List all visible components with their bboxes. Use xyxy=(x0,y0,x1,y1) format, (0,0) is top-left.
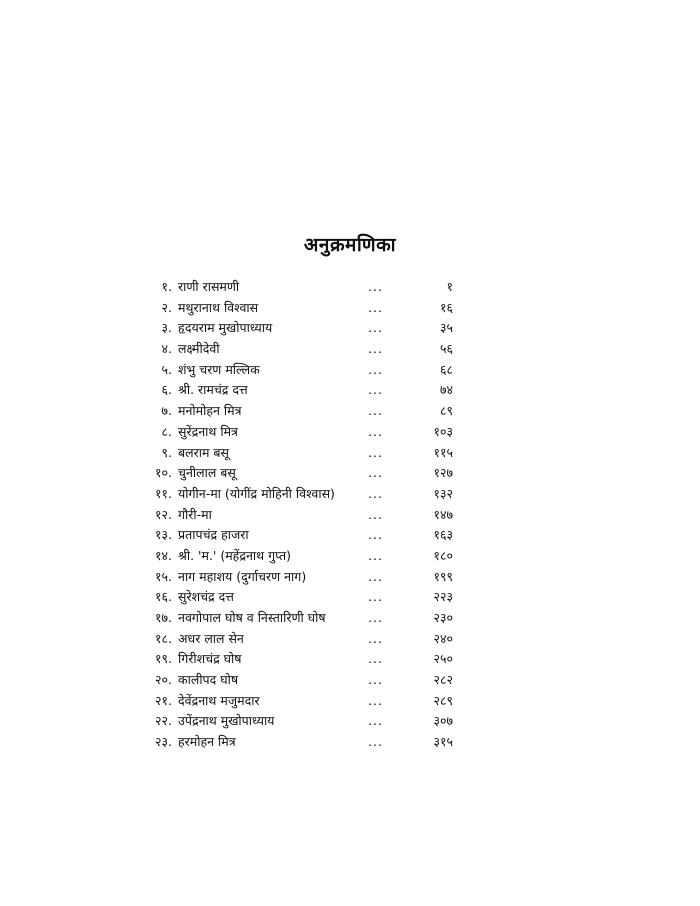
toc-entry xyxy=(0,422,700,443)
entry-page-number: ३५ xyxy=(439,320,453,336)
entry-number: ३. xyxy=(161,320,172,336)
entry-page-number: १४७ xyxy=(433,506,453,522)
entry-title: सुरेंद्रनाथ मित्र xyxy=(178,423,238,439)
entry-leader-dots: ... xyxy=(368,506,383,522)
toc-entry xyxy=(0,298,700,319)
entry-page-number: ११५ xyxy=(433,444,453,460)
toc-entry xyxy=(0,670,700,691)
toc-entry xyxy=(0,629,700,650)
toc-entry xyxy=(0,567,700,588)
entry-number: २१. xyxy=(155,692,172,708)
entry-title: अधर लाल सेन xyxy=(178,630,244,646)
entry-number: १२. xyxy=(155,506,172,522)
entry-title: लक्ष्मीदेवी xyxy=(178,341,220,357)
entry-page-number: १०३ xyxy=(433,423,453,439)
toc-entry xyxy=(0,318,700,339)
entry-title: गौरी-मा xyxy=(178,506,212,522)
entry-leader-dots: ... xyxy=(368,734,383,750)
entry-number: १३. xyxy=(155,527,172,543)
entry-leader-dots: ... xyxy=(368,630,383,646)
entry-leader-dots: ... xyxy=(368,651,383,667)
entry-page-number: १३२ xyxy=(433,485,453,501)
entry-number: ८. xyxy=(161,423,172,439)
entry-number: १. xyxy=(161,279,172,294)
entry-title: चुनीलाल बसू xyxy=(178,465,236,481)
entry-page-number: ३१५ xyxy=(433,734,453,750)
entry-number: १०. xyxy=(155,465,172,481)
entry-number: २०. xyxy=(155,672,172,688)
entry-number: ६. xyxy=(161,382,172,398)
entry-leader-dots: ... xyxy=(368,589,383,605)
entry-leader-dots: ... xyxy=(368,320,383,336)
entry-page-number: ५६ xyxy=(439,341,453,357)
entry-leader-dots: ... xyxy=(368,672,383,688)
entry-title: सुरेशचंद्र दत्त xyxy=(178,589,234,605)
entry-page-number: १६ xyxy=(439,299,453,315)
entry-page-number: २३० xyxy=(433,610,453,625)
toc-entry xyxy=(0,546,700,567)
entry-page-number: १६३ xyxy=(433,527,453,543)
entry-leader-dots: ... xyxy=(368,341,383,357)
toc-entry xyxy=(0,525,700,546)
toc-entry xyxy=(0,484,700,505)
page-title: अनुक्रमणिका xyxy=(303,234,397,256)
entry-title: देवेंद्रनाथ मजुमदार xyxy=(178,692,260,708)
entry-page-number: १२७ xyxy=(433,465,453,481)
toc-entry xyxy=(0,339,700,360)
entry-title: कालीपद घोष xyxy=(178,672,239,688)
entry-leader-dots: ... xyxy=(368,547,383,563)
entry-leader-dots: ... xyxy=(368,382,383,398)
entry-page-number: १ xyxy=(446,279,453,294)
entry-title: हृदयराम मुखोपाध्याय xyxy=(178,320,273,336)
entry-number: ५. xyxy=(161,361,172,377)
toc-entry xyxy=(0,360,700,381)
entry-leader-dots: ... xyxy=(368,610,383,625)
entry-title: उपेंद्रनाथ मुखोपाध्याय xyxy=(178,713,275,729)
table-of-contents xyxy=(0,277,700,753)
entry-leader-dots: ... xyxy=(368,361,383,377)
entry-leader-dots: ... xyxy=(368,568,383,584)
entry-title: राणी रासमणी xyxy=(178,279,240,294)
entry-title: नाग महाशय (दुर्गाचरण नाग) xyxy=(178,568,307,584)
entry-number: २. xyxy=(161,299,172,315)
toc-entry xyxy=(0,277,700,298)
entry-page-number: २२३ xyxy=(433,589,453,605)
entry-title: शंभु चरण मल्लिक xyxy=(178,361,260,377)
toc-entry xyxy=(0,711,700,732)
entry-title: नवगोपाल घोष व निस्तारिणी घोष xyxy=(178,610,326,625)
entry-number: ९. xyxy=(161,444,172,460)
entry-leader-dots: ... xyxy=(368,423,383,439)
entry-number: १७. xyxy=(155,610,172,625)
entry-number: २२. xyxy=(155,713,172,729)
entry-page-number: १८० xyxy=(433,547,453,563)
toc-entry xyxy=(0,649,700,670)
entry-title: मनोमोहन मित्र xyxy=(178,403,242,419)
entry-title: मथुरानाथ विश्वास xyxy=(178,299,259,315)
toc-entry xyxy=(0,443,700,464)
entry-leader-dots: ... xyxy=(368,403,383,419)
entry-title: श्री. रामचंद्र दत्त xyxy=(178,382,248,398)
toc-entry xyxy=(0,691,700,712)
entry-page-number: २५० xyxy=(433,651,453,667)
entry-page-number: ३०७ xyxy=(433,713,453,729)
entry-number: १८. xyxy=(155,630,172,646)
entry-leader-dots: ... xyxy=(368,465,383,481)
entry-title: श्री. 'म.' (महेंद्रनाथ गुप्त) xyxy=(178,547,291,563)
entry-number: १९. xyxy=(155,651,172,667)
entry-number: १४. xyxy=(155,547,172,563)
toc-entry xyxy=(0,505,700,526)
entry-title: योगीन-मा (योगींद्र मोहिनी विश्वास) xyxy=(178,485,335,501)
entry-title: बलराम बसू xyxy=(178,444,229,460)
entry-leader-dots: ... xyxy=(368,713,383,729)
entry-page-number: २४० xyxy=(433,630,453,646)
entry-leader-dots: ... xyxy=(368,279,383,294)
toc-entry xyxy=(0,463,700,484)
toc-entry xyxy=(0,587,700,608)
entry-page-number: १९९ xyxy=(433,568,453,584)
entry-page-number: २८२ xyxy=(433,672,453,688)
entry-leader-dots: ... xyxy=(368,485,383,501)
entry-number: १६. xyxy=(155,589,172,605)
entry-leader-dots: ... xyxy=(368,527,383,543)
entry-number: १५. xyxy=(155,568,172,584)
toc-entry xyxy=(0,401,700,422)
entry-leader-dots: ... xyxy=(368,444,383,460)
toc-entry xyxy=(0,380,700,401)
entry-title: प्रतापचंद्र हाजरा xyxy=(178,527,249,543)
toc-entry xyxy=(0,732,700,753)
entry-title: गिरीशचंद्र घोष xyxy=(178,651,242,667)
entry-number: ११. xyxy=(155,485,172,501)
entry-leader-dots: ... xyxy=(368,299,383,315)
entry-page-number: ८९ xyxy=(439,403,453,419)
entry-number: ७. xyxy=(161,403,172,419)
entry-leader-dots: ... xyxy=(368,692,383,708)
entry-page-number: २८९ xyxy=(433,692,453,708)
toc-entry xyxy=(0,608,700,629)
entry-page-number: ७४ xyxy=(439,382,453,398)
entry-number: ४. xyxy=(161,341,172,357)
entry-title: हरमोहन मित्र xyxy=(178,734,236,750)
entry-page-number: ६८ xyxy=(439,361,453,377)
entry-number: २३. xyxy=(155,734,172,750)
